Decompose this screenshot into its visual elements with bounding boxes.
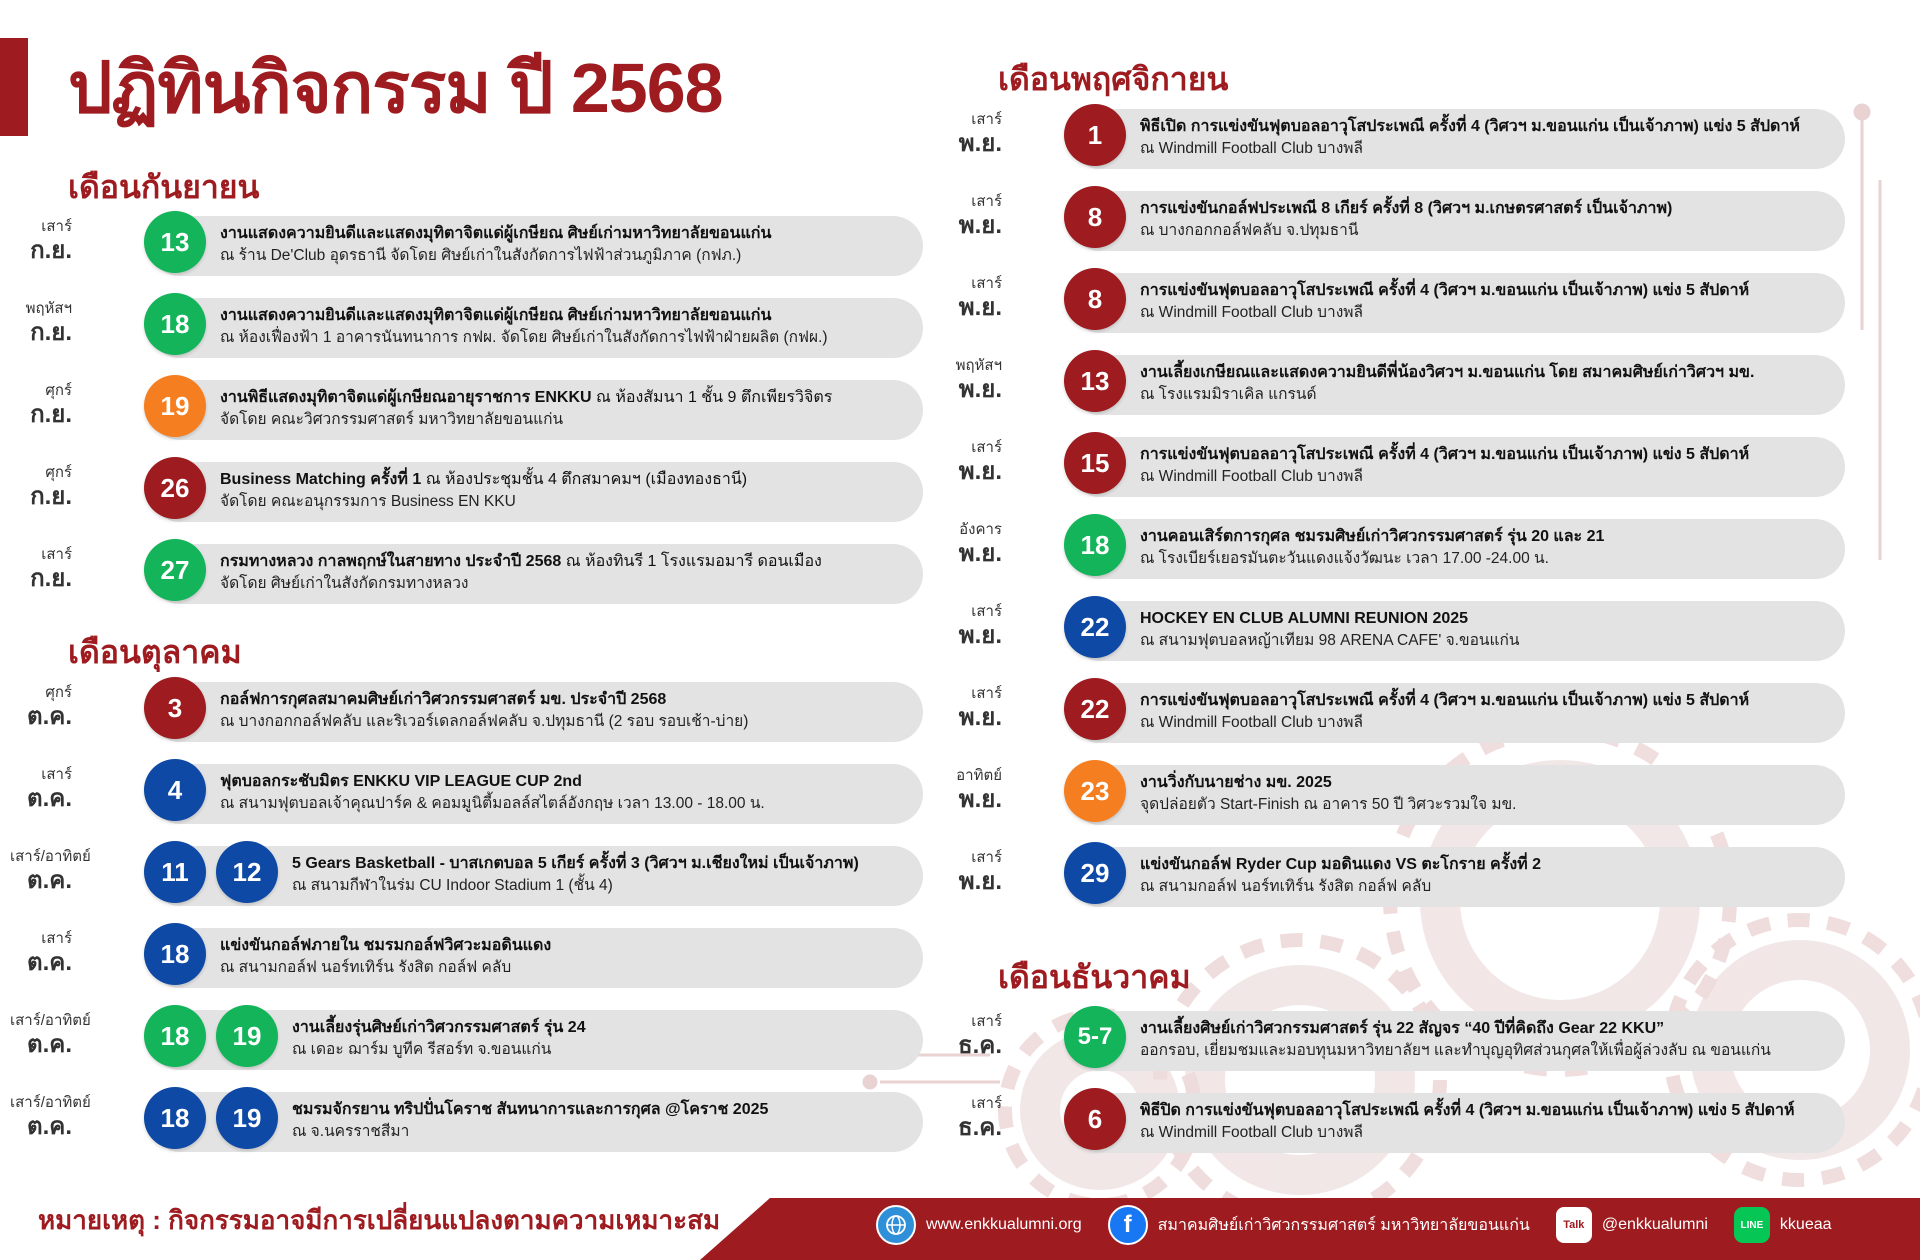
event-text [1140, 362, 1754, 406]
event-date-badge: 22 [1064, 596, 1126, 658]
event-title [220, 305, 828, 327]
event-day-tag [940, 521, 1002, 567]
month-heading-november: เดือนพฤศจิกายน [998, 61, 1229, 97]
event-date-badge: 18 [144, 293, 206, 355]
event-month-abbrev: ต.ค. [27, 703, 72, 730]
event-day-tag [940, 1013, 1002, 1059]
event-date-badge: 22 [1064, 678, 1126, 740]
event-text [292, 1099, 768, 1143]
event-title-venue: ณ ห้องทินรี 1 โรงแรมอมารี ดอนเมือง [561, 553, 822, 570]
event-title-bold: กรมทางหลวง กาลพฤกษ์ในสายทาง ประจำปี 2568 [220, 553, 562, 570]
event-detail: ณ Windmill Football Club บางพลี [1140, 714, 1364, 731]
event-day-tag [10, 766, 72, 812]
event-text [220, 935, 551, 979]
event-title-bold: แข่งขันกอล์ฟ Ryder Cup มอดินแดง VS ตะโกราย ครั้งที่ 2 [1140, 856, 1542, 873]
event-date-badge: 23 [1064, 760, 1126, 822]
event-day-tag [940, 849, 1002, 895]
event-date-badge: 8 [1064, 268, 1126, 330]
event-weekday: เสาร์ [971, 849, 1002, 866]
event-title [220, 223, 771, 245]
event-detail: ณ Windmill Football Club บางพลี [1140, 1124, 1364, 1141]
event-title-bold: งานคอนเสิร์ตการกุศล ชมรมศิษย์เก่าวิศวกรรมศาสตร์ รุ่น 20 และ 21 [1140, 528, 1605, 545]
event-month-abbrev: ก.ย. [30, 237, 72, 264]
event-title-bold: การแข่งขันฟุตบอลอาวุโสประเพณี ครั้งที่ 4 (วิศวฯ ม.ขอนแก่น เป็นเจ้าภาพ) แข่ง 5 สัปดาห์ [1140, 282, 1750, 299]
event-weekday: เสาร์ [41, 930, 72, 947]
event-weekday: เสาร์ [971, 603, 1002, 620]
event-detail: ณ Windmill Football Club บางพลี [1140, 468, 1364, 485]
event-day-tag [940, 357, 1002, 403]
facebook-icon: f [1108, 1205, 1148, 1245]
event-title-bold: งานเลี้ยงเกษียณและแสดงความยินดีพี่น้องวิศวฯ ม.ขอนแก่น โดย สมาคมศิษย์เก่าวิศวฯ มข. [1140, 364, 1755, 381]
event-day-tag [940, 111, 1002, 157]
event-day-tag [10, 218, 72, 264]
event-weekday: เสาร์ [971, 1013, 1002, 1030]
event-detail: จัดโดย ศิษย์เก่าในสังกัดกรมทางหลวง [220, 575, 469, 592]
month-heading-october: เดือนตุลาคม [68, 634, 242, 670]
event-text [1140, 444, 1749, 488]
line-link[interactable] [1734, 1207, 1832, 1243]
event-text [1140, 1100, 1795, 1144]
event-date-badge: 11 [144, 841, 206, 903]
event-title-bold: พิธีเปิด การแข่งขันฟุตบอลอาวุโสประเพณี ครั้งที่ 4 (วิศวฯ ม.ขอนแก่น เป็นเจ้าภาพ) แข่ง 5 สัปดาห์ [1140, 118, 1800, 135]
event-day-tag [10, 1012, 91, 1058]
event-title-bold: งานแสดงความยินดีและแสดงมุทิตาจิตแด่ผู้เกษียณ ศิษย์เก่ามหาวิทยาลัยขอนแก่น [220, 307, 772, 324]
tiktok-link[interactable] [1556, 1207, 1708, 1243]
website-link[interactable] [876, 1205, 1082, 1245]
event-month-abbrev: พ.ย. [958, 704, 1002, 731]
event-title [1140, 854, 1541, 876]
event-title-bold: งานแสดงความยินดีและแสดงมุทิตาจิตแด่ผู้เกษียณ ศิษย์เก่ามหาวิทยาลัยขอนแก่น [220, 225, 772, 242]
title-accent-bar [0, 38, 28, 136]
event-date-badge: 13 [144, 211, 206, 273]
event-detail: ณ สนามฟุตบอลหญ้าเทียม 98 ARENA CAFE' จ.ขอนแก่น [1140, 632, 1520, 649]
event-text [220, 551, 822, 595]
event-title [1140, 608, 1519, 630]
event-weekday: เสาร์ [41, 218, 72, 235]
event-text [1140, 690, 1749, 734]
event-weekday: เสาร์ [971, 275, 1002, 292]
event-weekday: ศุกร์ [45, 464, 72, 481]
event-month-abbrev: พ.ย. [958, 868, 1002, 895]
event-month-abbrev: ต.ค. [27, 949, 72, 976]
event-detail: ณ บางกอกกอล์ฟคลับ และริเวอร์เดลกอล์ฟคลับ จ.ปทุมธานี (2 รอบ รอบเช้า-บ่าย) [220, 713, 749, 730]
event-month-abbrev: พ.ย. [958, 458, 1002, 485]
event-text [1140, 608, 1519, 652]
event-detail: ณ Windmill Football Club บางพลี [1140, 140, 1364, 157]
event-day-tag [940, 603, 1002, 649]
event-day-tag [940, 1095, 1002, 1141]
event-weekday: เสาร์/อาทิตย์ [10, 848, 91, 865]
event-text [220, 223, 771, 267]
event-title-venue: ณ ห้องประชุมชั้น 4 ตึกสมาคมฯ (เมืองทองธานี) [421, 471, 748, 488]
event-title-bold: HOCKEY EN CLUB ALUMNI REUNION 2025 [1140, 610, 1469, 627]
event-detail: ณ โรงเบียร์เยอรมันตะวันแดงแจ้งวัฒนะ เวลา 17.00 -24.00 น. [1140, 550, 1549, 567]
event-month-abbrev: พ.ย. [958, 212, 1002, 239]
event-month-abbrev: ก.ย. [30, 483, 72, 510]
event-date-badge: 26 [144, 457, 206, 519]
event-date-badge: 12 [216, 841, 278, 903]
event-date-badge: 18 [144, 1005, 206, 1067]
event-title-bold: การแข่งขันกอล์ฟประเพณี 8 เกียร์ ครั้งที่ 8 (วิศวฯ ม.เกษตรศาสตร์ เป็นเจ้าภาพ) [1140, 200, 1673, 217]
event-month-abbrev: ก.ย. [30, 319, 72, 346]
event-title [1140, 1018, 1771, 1040]
event-weekday: เสาร์/อาทิตย์ [10, 1094, 91, 1111]
event-title-bold: ชมรมจักรยาน ทริปปั่นโคราช สันทนาการและการกุศล @โคราช 2025 [292, 1101, 769, 1118]
event-date-badge: 3 [144, 677, 206, 739]
event-date-badge: 19 [216, 1087, 278, 1149]
event-detail: ณ บางกอกกอล์ฟคลับ จ.ปทุมธานี [1140, 222, 1359, 239]
event-detail: ณ สนามฟุตบอลเจ้าคุณปาร์ค & คอมมูนิตี้มอลล์สไตล์อังกฤษ เวลา 13.00 - 18.00 น. [220, 795, 765, 812]
globe-icon [876, 1205, 916, 1245]
page-title: ปฏิทินกิจกรรม ปี 2568 [68, 49, 723, 127]
event-weekday: เสาร์ [41, 766, 72, 783]
event-month-abbrev: พ.ย. [958, 786, 1002, 813]
event-title [1140, 198, 1672, 220]
event-title [1140, 690, 1749, 712]
event-detail: ออกรอบ, เยี่ยมชมและมอบทุนมหาวิทยาลัยฯ และทำบุญอุทิศส่วนกุศลให้เพื่อผู้ล่วงลับ ณ ขอนแก่น [1140, 1042, 1771, 1059]
event-weekday: อาทิตย์ [956, 767, 1002, 784]
event-title [220, 689, 748, 711]
event-text [1140, 116, 1800, 160]
event-month-abbrev: ต.ค. [27, 1113, 72, 1140]
event-title [1140, 772, 1517, 794]
event-title-bold: แข่งขันกอล์ฟภายใน ชมรมกอล์ฟวิศวะมอดินแดง [220, 937, 552, 954]
event-day-tag [10, 382, 72, 428]
event-day-tag [940, 193, 1002, 239]
event-month-abbrev: ต.ค. [27, 1031, 72, 1058]
event-date-badge: 18 [1064, 514, 1126, 576]
event-month-abbrev: พ.ย. [958, 622, 1002, 649]
event-title [220, 387, 832, 409]
event-title [220, 551, 822, 573]
event-text [1140, 198, 1672, 242]
facebook-text: สมาคมศิษย์เก่าวิศวกรรมศาสตร์ มหาวิทยาลัยขอนแก่น [1157, 1216, 1530, 1234]
event-title-bold: งานพิธีแสดงมุทิตาจิตแด่ผู้เกษียณอายุราชการ ENKKU [220, 389, 592, 406]
event-weekday: เสาร์ [41, 546, 72, 563]
event-weekday: เสาร์ [971, 1095, 1002, 1112]
event-date-badge: 19 [216, 1005, 278, 1067]
event-month-abbrev: ก.ย. [30, 565, 72, 592]
event-date-badge: 6 [1064, 1088, 1126, 1150]
event-text [220, 771, 765, 815]
event-title [1140, 362, 1754, 384]
event-detail: ณ สนามกอล์ฟ นอร์ทเทิร์น รังสิต กอล์ฟ คลับ [220, 959, 512, 976]
event-title [1140, 1100, 1795, 1122]
line-text: kkueaa [1779, 1216, 1832, 1233]
event-date-badge: 19 [144, 375, 206, 437]
event-weekday: ศุกร์ [45, 382, 72, 399]
event-title-bold: กอล์ฟการกุศลสมาคมศิษย์เก่าวิศวกรรมศาสตร์ มข. ประจำปี 2568 [220, 691, 667, 708]
event-month-abbrev: พ.ย. [958, 130, 1002, 157]
event-text [220, 689, 748, 733]
event-title [1140, 116, 1800, 138]
footnote: หมายเหตุ : กิจกรรมอาจมีการเปลี่ยนแปลงตามความเหมาะสม [38, 1205, 721, 1235]
event-text [1140, 772, 1517, 816]
month-heading-september: เดือนกันยายน [68, 169, 260, 205]
event-date-badge: 15 [1064, 432, 1126, 494]
event-weekday: เสาร์ [971, 111, 1002, 128]
event-detail: จัดโดย คณะอนุกรรมการ Business EN KKU [220, 493, 516, 510]
line-icon: LINE [1734, 1207, 1770, 1243]
event-text [1140, 526, 1604, 570]
event-day-tag [940, 439, 1002, 485]
event-title-bold: การแข่งขันฟุตบอลอาวุโสประเพณี ครั้งที่ 4 (วิศวฯ ม.ขอนแก่น เป็นเจ้าภาพ) แข่ง 5 สัปดาห์ [1140, 692, 1750, 709]
event-text [1140, 1018, 1771, 1062]
event-title [220, 771, 765, 793]
event-text [220, 469, 747, 513]
event-date-badge: 1 [1064, 104, 1126, 166]
event-title-bold: งานวิ่งกับนายช่าง มข. 2025 [1140, 774, 1332, 791]
event-day-tag [10, 930, 72, 976]
event-title-bold: งานเลี้ยงรุ่นศิษย์เก่าวิศวกรรมศาสตร์ รุ่น 24 [292, 1019, 586, 1036]
footer-contacts [876, 1205, 1858, 1245]
event-weekday: พฤหัสฯ [25, 300, 72, 317]
event-detail: ณ ห้องเฟื่องฟ้า 1 อาคารนันทนาการ กฟผ. จัดโดย ศิษย์เก่าในสังกัดการไฟฟ้าฝ่ายผลิต (กฟผ.) [220, 329, 828, 346]
event-title [1140, 280, 1749, 302]
event-title-bold: การแข่งขันฟุตบอลอาวุโสประเพณี ครั้งที่ 4 (วิศวฯ ม.ขอนแก่น เป็นเจ้าภาพ) แข่ง 5 สัปดาห์ [1140, 446, 1750, 463]
event-date-badge: 18 [144, 1087, 206, 1149]
event-title-bold: 5 Gears Basketball - บาสเกตบอล 5 เกียร์ ครั้งที่ 3 (วิศวฯ ม.เชียงใหม่ เป็นเจ้าภาพ) [292, 855, 859, 872]
event-detail: ณ Windmill Football Club บางพลี [1140, 304, 1364, 321]
tiktok-icon: Talk [1556, 1207, 1592, 1243]
event-title [220, 935, 551, 957]
event-date-badge: 29 [1064, 842, 1126, 904]
event-weekday: เสาร์/อาทิตย์ [10, 1012, 91, 1029]
event-title [1140, 526, 1604, 548]
event-month-abbrev: พ.ย. [958, 540, 1002, 567]
event-detail: ณ เดอะ ฌาร์ม บูทีค รีสอร์ท จ.ขอนแก่น [292, 1041, 552, 1058]
event-title-bold: งานเลี้ยงศิษย์เก่าวิศวกรรมศาสตร์ รุ่น 22 สัญจร “40 ปีที่คิดถึง Gear 22 KKU” [1140, 1020, 1665, 1037]
event-weekday: อังคาร [959, 521, 1002, 538]
event-date-badge: 18 [144, 923, 206, 985]
event-month-abbrev: ก.ย. [30, 401, 72, 428]
event-text [1140, 280, 1749, 324]
event-day-tag [940, 767, 1002, 813]
event-text [220, 305, 828, 349]
event-title [220, 469, 747, 491]
event-detail: ณ สนามกอล์ฟ นอร์ทเทิร์น รังสิต กอล์ฟ คลับ [1140, 878, 1432, 895]
event-weekday: เสาร์ [971, 193, 1002, 210]
event-title [292, 853, 859, 875]
event-text [220, 387, 832, 431]
event-month-abbrev: ต.ค. [27, 867, 72, 894]
event-title-bold: Business Matching ครั้งที่ 1 [220, 471, 422, 488]
event-detail: จัดโดย คณะวิศวกรรมศาสตร์ มหาวิทยาลัยขอนแก่น [220, 411, 564, 428]
event-date-badge: 27 [144, 539, 206, 601]
event-title [292, 1017, 586, 1039]
facebook-link[interactable] [1108, 1205, 1530, 1245]
tiktok-text: @enkkualumni [1601, 1216, 1708, 1233]
event-month-abbrev: พ.ย. [958, 294, 1002, 321]
website-text: www.enkkualumni.org [926, 1216, 1082, 1233]
event-title-bold: ฟุตบอลกระชับมิตร ENKKU VIP LEAGUE CUP 2nd [220, 773, 582, 790]
event-day-tag [940, 685, 1002, 731]
event-month-abbrev: ธ.ค. [957, 1032, 1002, 1059]
event-day-tag [10, 546, 72, 592]
event-day-tag [940, 275, 1002, 321]
event-text [292, 853, 859, 897]
event-month-abbrev: ต.ค. [27, 785, 72, 812]
event-weekday: เสาร์ [971, 439, 1002, 456]
event-day-tag [10, 684, 72, 730]
event-detail: ณ สนามกีฬาในร่ม CU Indoor Stadium 1 (ชั้น 4) [292, 877, 613, 894]
month-heading-december: เดือนธันวาคม [998, 959, 1191, 995]
event-weekday: ศุกร์ [45, 684, 72, 701]
event-title-bold: พิธีปิด การแข่งขันฟุตบอลอาวุโสประเพณี ครั้งที่ 4 (วิศวฯ ม.ขอนแก่น เป็นเจ้าภาพ) แข่ง 5 สัปดาห์ [1140, 1102, 1795, 1119]
event-day-tag [10, 848, 91, 894]
event-text [1140, 854, 1541, 898]
event-date-badge: 8 [1064, 186, 1126, 248]
event-title-venue: ณ ห้องสัมนา 1 ชั้น 9 ตึกเพียรวิจิตร [591, 389, 833, 406]
event-day-tag [10, 1094, 91, 1140]
event-day-tag [10, 300, 72, 346]
event-weekday: เสาร์ [971, 685, 1002, 702]
event-day-tag [10, 464, 72, 510]
event-detail: ณ จ.นครราชสีมา [292, 1123, 410, 1140]
event-detail: ณ โรงแรมมิราเคิล แกรนด์ [1140, 386, 1317, 403]
event-date-badge: 13 [1064, 350, 1126, 412]
event-text [292, 1017, 586, 1061]
event-detail: ณ ร้าน De'Club อุดรธานี จัดโดย ศิษย์เก่าในสังกัดการไฟฟ้าส่วนภูมิภาค (กฟภ.) [220, 247, 742, 264]
event-month-abbrev: ธ.ค. [957, 1114, 1002, 1141]
event-title [1140, 444, 1749, 466]
event-date-badge: 5-7 [1064, 1006, 1126, 1068]
event-detail: จุดปล่อยตัว Start-Finish ณ อาคาร 50 ปี วิศวะรวมใจ มข. [1140, 796, 1517, 813]
event-month-abbrev: พ.ย. [958, 376, 1002, 403]
event-title [292, 1099, 768, 1121]
event-date-badge: 4 [144, 759, 206, 821]
event-weekday: พฤหัสฯ [955, 357, 1002, 374]
